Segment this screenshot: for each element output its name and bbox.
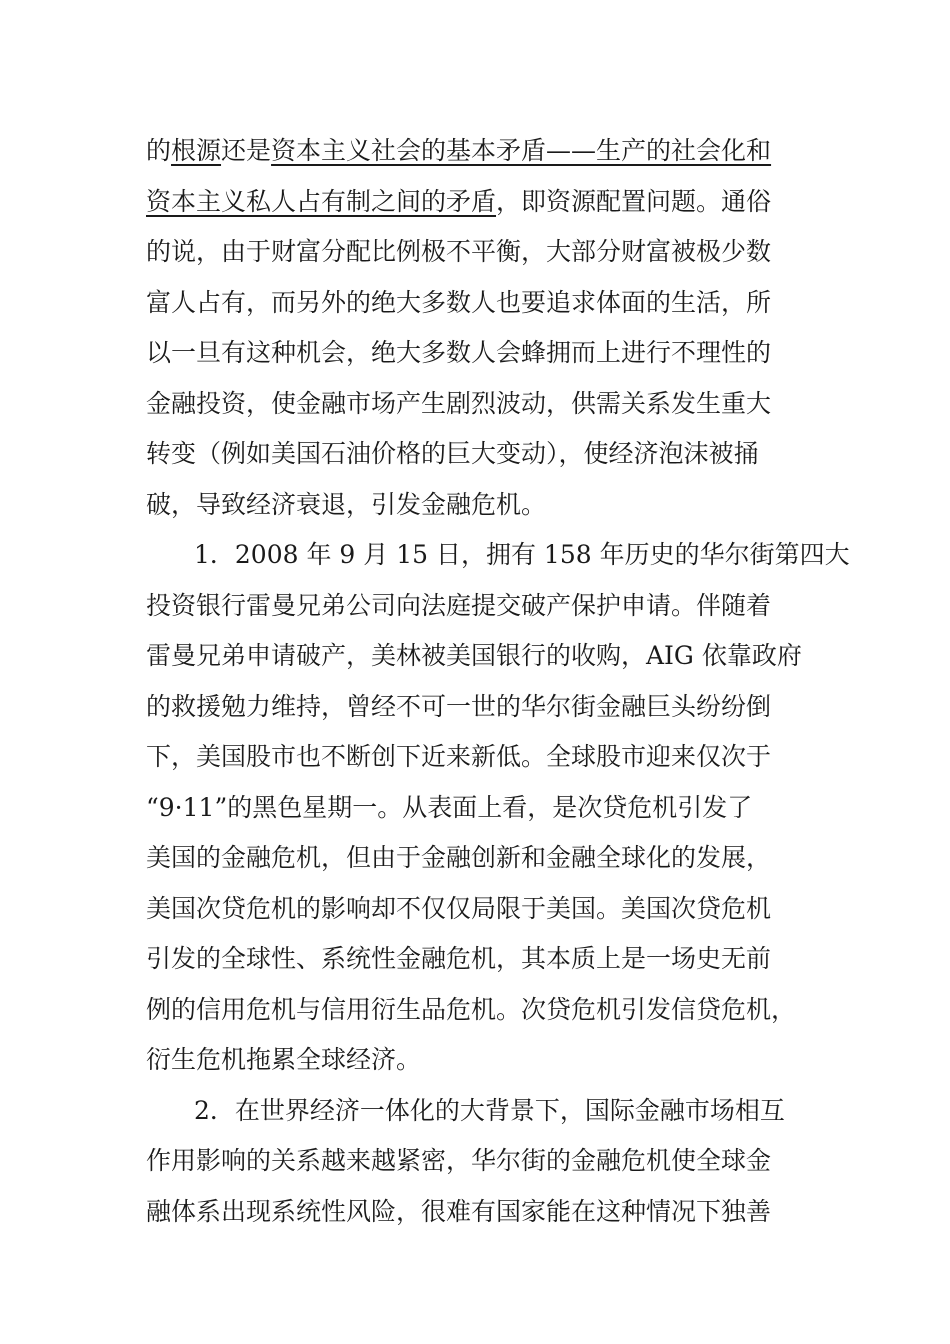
paragraph-2-line-3: 雷曼兄弟申请破产，美林被美国银行的收购，AIG 依靠政府 [146, 641, 802, 670]
paragraph-3-line-3: 融体系出现系统性风险，很难有国家能在这种情况下独善 [146, 1196, 772, 1226]
document-body [146, 126, 850, 1237]
paragraph-2-line-2: 投资银行雷曼兄弟公司向法庭提交破产保护申请。伴随着 [146, 590, 772, 620]
paragraph-1-line-3: 的说，由于财富分配比例极不平衡，大部分财富被极少数 [146, 237, 772, 266]
paragraph-1-line-5: 以一旦有这种机会，绝大多数人会蜂拥而上进行不理性的 [146, 338, 772, 367]
paragraph-2-line-7: 美国的金融危机，但由于金融创新和金融全球化的发展， [146, 843, 772, 872]
underlined-term-root: 根源 [171, 136, 222, 165]
text-segment: 还是 [221, 136, 272, 165]
paragraph-2-line-4: 的救援勉力维持，曾经不可一世的华尔街金融巨头纷纷倒 [146, 691, 772, 721]
paragraph-1 [146, 126, 810, 530]
paragraph-3-line-2: 作用影响的关系越来越紧密，华尔街的金融危机使全球金 [146, 1146, 772, 1175]
paragraph-1-line-1 [146, 126, 810, 177]
paragraph-3 [146, 1086, 810, 1238]
paragraph-2-line-6: “9·11”的黑色星期一。从表面上看，是次贷危机引发了 [146, 792, 753, 822]
underlined-phrase-private-ownership: 资本主义私人占有制之间的矛盾 [146, 186, 497, 216]
underlined-phrase-basic-contradiction: 资本主义社会的基本矛盾——生产的社会化和 [271, 136, 772, 165]
paragraph-2-line-11: 衍生危机拖累全球经济。 [146, 1045, 422, 1074]
paragraph-2-line-1: 1．2008 年 9 月 15 日，拥有 158 年历史的华尔街第四大 [194, 540, 850, 569]
paragraph-2-line-8: 美国次贷危机的影响却不仅仅局限于美国。美国次贷危机 [146, 893, 772, 923]
text-segment: ，即资源配置问题。通俗 [496, 186, 772, 216]
paragraph-1-line-4: 富人占有，而另外的绝大多数人也要追求体面的生活，所 [146, 287, 772, 317]
paragraph-1-line-2 [146, 177, 810, 228]
text-segment: 的 [146, 136, 172, 165]
paragraph-2-line-5: 下，美国股市也不断创下近来新低。全球股市迎来仅次于 [146, 742, 772, 771]
paragraph-2-line-10: 例的信用危机与信用衍生品危机。次贷危机引发信贷危机， [146, 994, 797, 1024]
paragraph-1-line-7: 转变（例如美国石油价格的巨大变动），使经济泡沫被捅 [146, 439, 759, 468]
paragraph-3-line-1: 2．在世界经济一体化的大背景下，国际金融市场相互 [194, 1095, 785, 1125]
paragraph-1-line-8: 破，导致经济衰退，引发金融危机。 [146, 489, 547, 519]
paragraph-2 [146, 530, 850, 1086]
paragraph-2-line-9: 引发的全球性、系统性金融危机，其本质上是一场史无前 [146, 944, 772, 973]
paragraph-1-line-6: 金融投资，使金融市场产生剧烈波动，供需关系发生重大 [146, 388, 772, 418]
